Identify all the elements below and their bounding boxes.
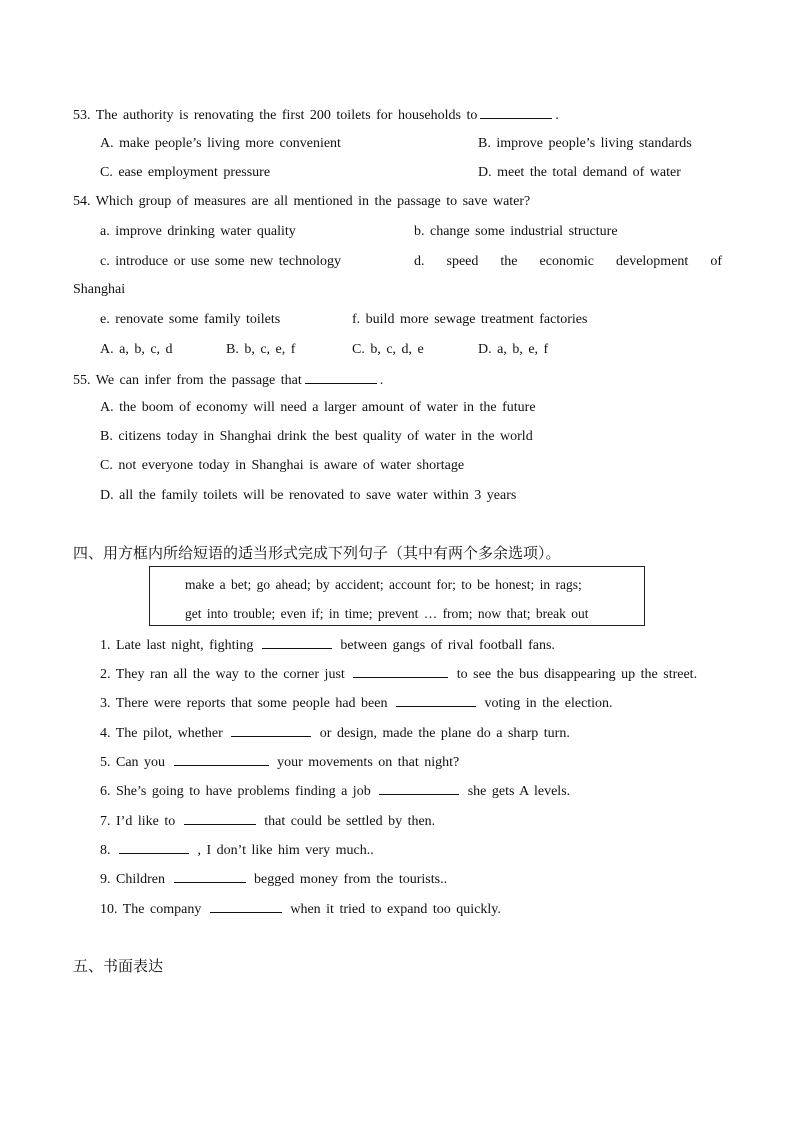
sentence-5: 5. Can you your movements on that night? <box>100 752 459 772</box>
answer-blank[interactable] <box>353 664 448 678</box>
sentence-1: 1. Late last night, fighting between gangs of rival football fans. <box>100 635 555 655</box>
sentence-9: 9. Children begged money from the tourists.. <box>100 869 447 889</box>
statement-54-f: f. build more sewage treatment factories <box>352 312 588 327</box>
answer-blank[interactable] <box>305 370 377 384</box>
statement-word: of <box>710 254 722 269</box>
section-5-heading: 五、书面表达 <box>73 957 164 975</box>
sentence-6: 6. She’s going to have problems finding a job she gets A levels. <box>100 781 570 801</box>
question-53: 53. The authority is renovating the first 200 toilets for households to . <box>73 105 559 125</box>
statement-54-e: e. renovate some family toilets <box>100 312 281 327</box>
option-55-a: A. the boom of economy will need a larger amount of water in the future <box>100 400 536 415</box>
answer-blank[interactable] <box>262 635 332 649</box>
question-55-stem: 55. We can infer from the passage that <box>73 373 302 388</box>
phrase-box-line-2: get into trouble; even if; in time; prevent … from; now that; break out <box>185 606 589 621</box>
phrase-box-line-1: make a bet; go ahead; by accident; account for; to be honest; in rags; <box>185 577 582 592</box>
answer-blank[interactable] <box>480 105 552 119</box>
question-53-stem: 53. The authority is renovating the first 200 toilets for households to <box>73 108 478 123</box>
answer-blank[interactable] <box>231 723 311 737</box>
statement-54-c: c. introduce or use some new technology <box>100 254 341 269</box>
question-55: 55. We can infer from the passage that . <box>73 370 383 390</box>
option-54-c: C. b, c, d, e <box>352 342 424 357</box>
sentence-2: 2. They ran all the way to the corner just to see the bus disappearing up the street. <box>100 664 697 684</box>
answer-blank[interactable] <box>119 840 189 854</box>
statement-word: the <box>500 254 518 269</box>
answer-blank[interactable] <box>396 693 476 707</box>
option-55-c: C. not everyone today in Shanghai is aware of water shortage <box>100 458 465 473</box>
answer-blank[interactable] <box>210 899 282 913</box>
statement-54-a: a. improve drinking water quality <box>100 224 296 239</box>
option-53-a: A. make people’s living more convenient <box>100 136 341 151</box>
answer-blank[interactable] <box>379 781 459 795</box>
option-53-c: C. ease employment pressure <box>100 165 271 180</box>
option-53-d: D. meet the total demand of water <box>478 165 681 180</box>
statement-word: economic <box>539 254 594 269</box>
option-55-d: D. all the family toilets will be renovated to save water within 3 years <box>100 488 517 503</box>
answer-blank[interactable] <box>174 869 246 883</box>
section-4-heading: 四、用方框内所给短语的适当形式完成下列句子（其中有两个多余选项）。 <box>73 544 561 562</box>
statement-54-d-continued: Shanghai <box>73 282 126 297</box>
statement-word: d. <box>414 254 425 269</box>
answer-blank[interactable] <box>184 811 256 825</box>
option-55-b: B. citizens today in Shanghai drink the best quality of water in the world <box>100 429 533 444</box>
sentence-3: 3. There were reports that some people had been voting in the election. <box>100 693 613 713</box>
sentence-10: 10. The company when it tried to expand too quickly. <box>100 899 501 919</box>
sentence-7: 7. I’d like to that could be settled by then. <box>100 811 435 831</box>
option-54-b: B. b, c, e, f <box>226 342 296 357</box>
option-53-b: B. improve people’s living standards <box>478 136 692 151</box>
statement-54-d <box>414 253 722 271</box>
phrase-box <box>149 566 645 626</box>
option-54-a: A. a, b, c, d <box>100 342 173 357</box>
option-54-d: D. a, b, e, f <box>478 342 549 357</box>
statement-word: development <box>615 254 689 269</box>
answer-blank[interactable] <box>174 752 269 766</box>
statement-word: speed <box>446 254 479 269</box>
question-54-stem: 54. Which group of measures are all mentioned in the passage to save water? <box>73 194 531 209</box>
statement-54-b: b. change some industrial structure <box>414 224 618 239</box>
sentence-8: 8. , I don’t like him very much.. <box>100 840 374 860</box>
sentence-4: 4. The pilot, whether or design, made the plane do a sharp turn. <box>100 723 570 743</box>
